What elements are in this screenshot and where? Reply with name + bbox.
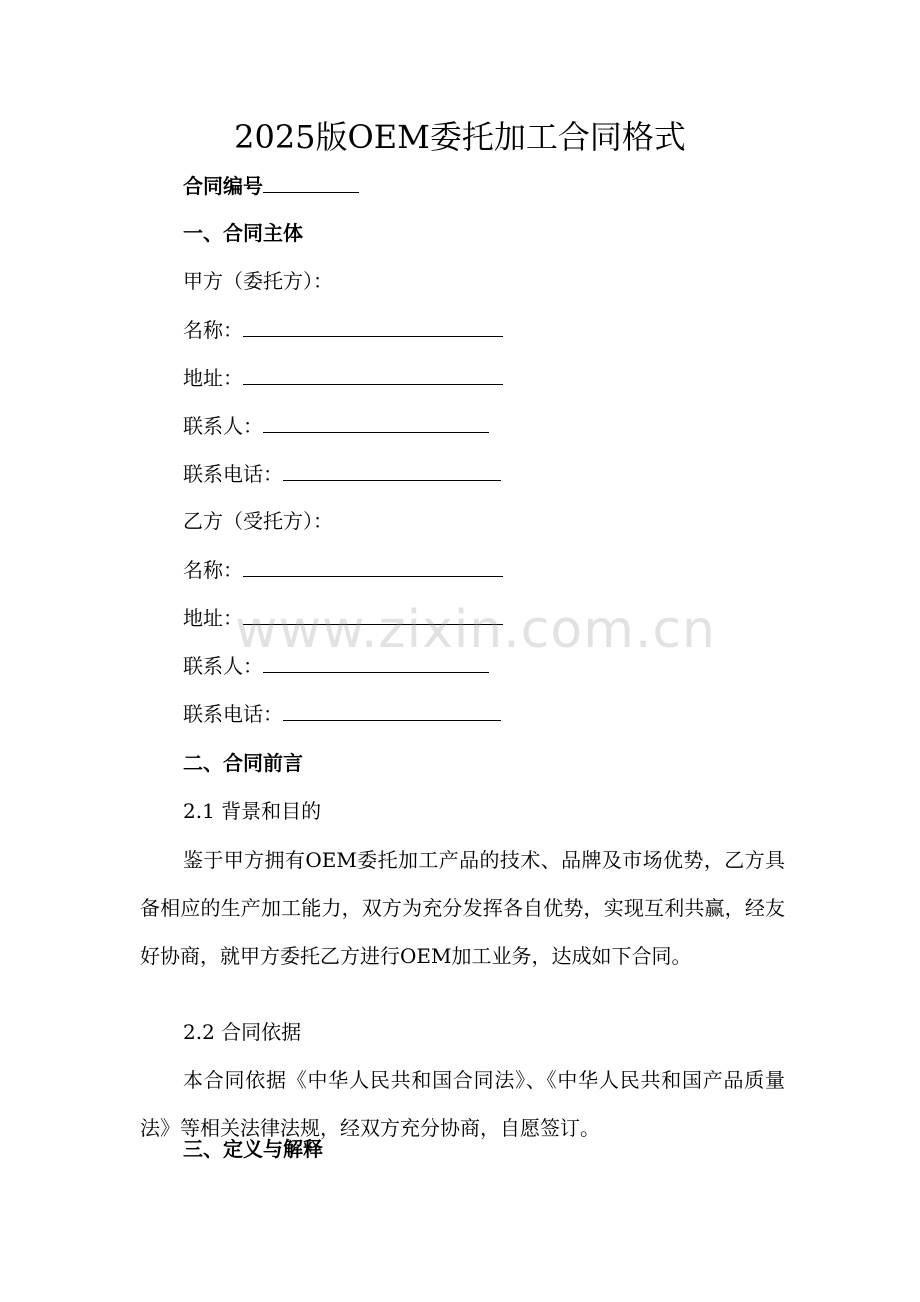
party-b-phone-line bbox=[183, 698, 501, 729]
subsection-2-1-heading: 2.1 背景和目的 bbox=[183, 799, 322, 823]
party-b-address-label: 地址： bbox=[183, 606, 243, 630]
party-b-contact-label: 联系人： bbox=[183, 654, 263, 678]
party-b-name-line bbox=[183, 554, 503, 585]
party-a-contact-line bbox=[183, 410, 489, 441]
party-b-address-line bbox=[183, 602, 503, 633]
party-b-heading: 乙方（受托方）： bbox=[183, 509, 333, 533]
party-b-contact-blank bbox=[263, 650, 489, 673]
party-a-address-line bbox=[183, 362, 503, 393]
party-a-phone-line bbox=[183, 458, 501, 489]
contract-number-line bbox=[183, 170, 359, 201]
section-2-heading: 二、合同前言 bbox=[183, 751, 303, 775]
party-a-phone-label: 联系电话： bbox=[183, 462, 283, 486]
section-1-heading: 一、合同主体 bbox=[183, 221, 303, 245]
party-a-name-blank bbox=[243, 314, 503, 337]
party-a-address-blank bbox=[243, 362, 503, 385]
section-3-heading: 三、定义与解释 bbox=[183, 1137, 323, 1161]
contract-number-label: 合同编号 bbox=[183, 174, 263, 198]
subsection-2-2-heading: 2.2 合同依据 bbox=[183, 1020, 302, 1044]
party-a-name-line bbox=[183, 314, 503, 345]
watermark-text: www.zixin.com.cn bbox=[235, 600, 716, 660]
party-a-heading: 甲方（委托方）： bbox=[183, 269, 333, 293]
party-a-phone-blank bbox=[283, 458, 501, 481]
party-b-name-label: 名称： bbox=[183, 558, 243, 582]
party-b-contact-line bbox=[183, 650, 489, 681]
document-title: 2025版OEM委托加工合同格式 bbox=[234, 118, 686, 156]
party-a-contact-blank bbox=[263, 410, 489, 433]
party-b-phone-blank bbox=[283, 698, 501, 721]
party-b-phone-label: 联系电话： bbox=[183, 702, 283, 726]
party-a-address-label: 地址： bbox=[183, 366, 243, 390]
party-b-name-blank bbox=[243, 554, 503, 577]
party-b-address-blank bbox=[243, 602, 503, 625]
subsection-2-2-paragraph: 本合同依据《中华人民共和国合同法》、《中华人民共和国产品质量法》等相关法律法规，经双方充分协商，自愿签订。 bbox=[140, 1068, 785, 1140]
contract-number-blank bbox=[263, 170, 359, 193]
party-a-contact-label: 联系人： bbox=[183, 414, 263, 438]
party-a-name-label: 名称： bbox=[183, 318, 243, 342]
subsection-2-1-paragraph: 鉴于甲方拥有OEM委托加工产品的技术、品牌及市场优势，乙方具备相应的生产加工能力，双方为充分发挥各自优势，实现互利共赢，经友好协商，就甲方委托乙方进行OEM加工业务，达成如下合同。 bbox=[140, 848, 785, 968]
